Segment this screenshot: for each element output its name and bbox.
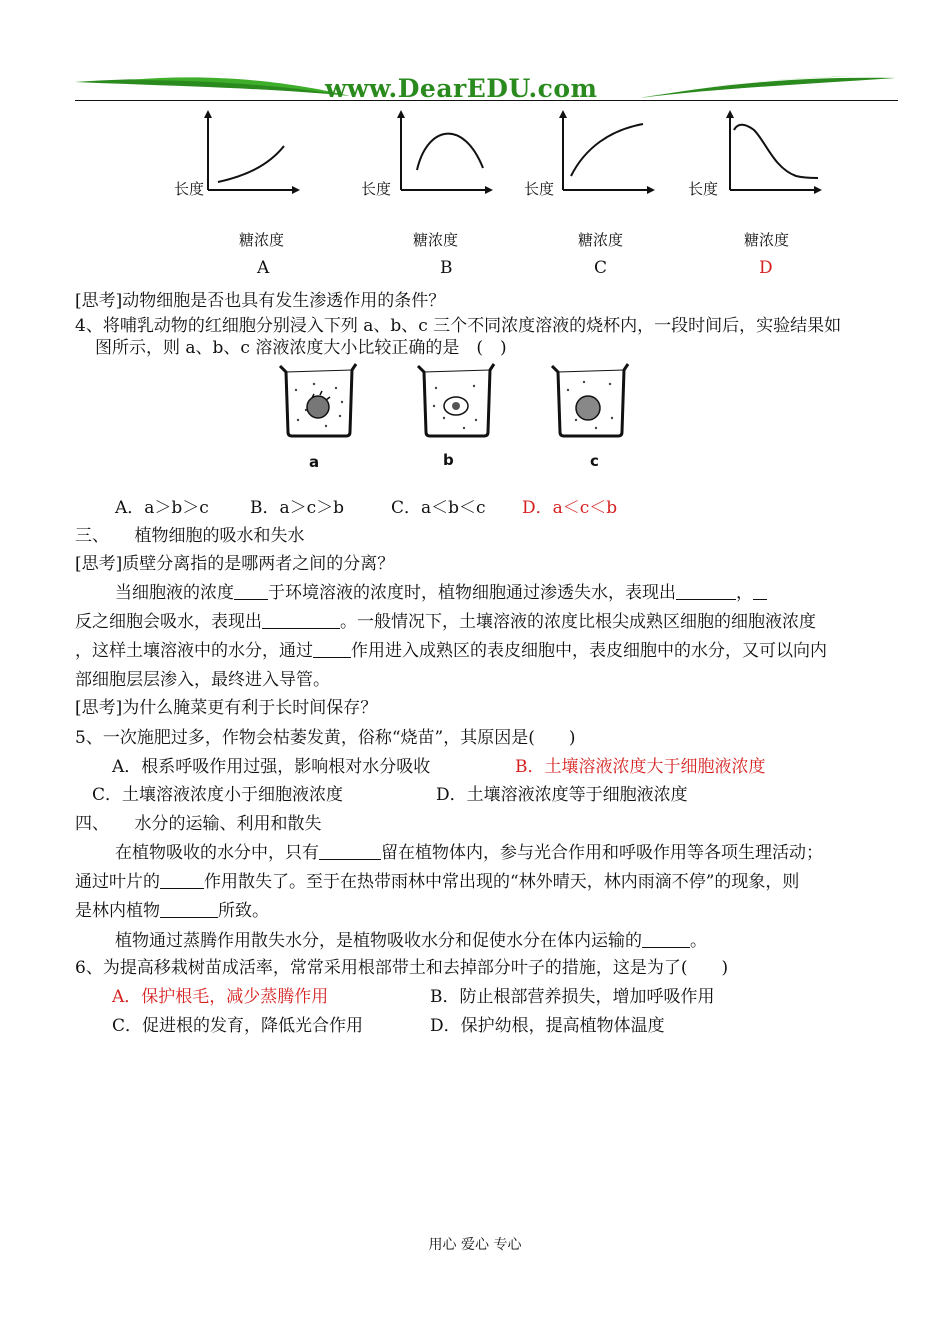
site-logo: www.DearEDU.com — [325, 74, 598, 103]
q6-option-d: D．保护幼根，提高植物体温度 — [430, 1016, 665, 1036]
blank-2b — [753, 583, 767, 600]
graph-a-x-label: 糖浓度 — [239, 231, 285, 249]
text: 所致。 — [218, 901, 269, 921]
text: 于环境溶液的浓度时，植物细胞通过渗透失水，表现出 — [268, 583, 676, 603]
graph-d-x-label: 糖浓度 — [744, 231, 790, 249]
graph-b-y-label: 长度 — [361, 180, 392, 198]
graph-b — [393, 108, 503, 198]
blank-2 — [676, 583, 736, 600]
graph-option-c: C — [594, 258, 608, 278]
blank-6 — [160, 872, 204, 889]
blank-5 — [319, 843, 381, 860]
graph-option-a: A — [257, 258, 270, 278]
section4-para-line1 — [115, 838, 823, 863]
blank-4 — [313, 641, 351, 658]
q5-stem: 5、一次施肥过多，作物会枯萎发黄，俗称“烧苗”，其原因是( ) — [75, 728, 576, 748]
page-footer: 用心 爱心 专心 — [428, 1237, 522, 1253]
beaker-a-label: a — [309, 453, 320, 471]
section3-title: 三、 植物细胞的吸水和失水 — [75, 526, 305, 546]
section4-title: 四、 水分的运输、利用和散失 — [75, 814, 322, 834]
q6-option-b: B．防止根部营养损失，增加呼吸作用 — [430, 987, 715, 1007]
graph-c — [555, 108, 665, 198]
section3-think2: [思考]为什么腌菜更有利于长时间保存？ — [75, 698, 378, 718]
q6-option-a: A．保护根毛，减少蒸腾作用 — [112, 987, 329, 1007]
section4-para-line2 — [75, 867, 799, 892]
graph-option-b: B — [440, 258, 453, 278]
q5-option-b: B．土壤溶液浓度大于细胞液浓度 — [515, 757, 766, 777]
q6-option-c: C．促进根的发育，降低光合作用 — [112, 1016, 364, 1036]
beaker-c-label: c — [590, 452, 599, 470]
section3-para-line2 — [75, 607, 816, 632]
blank-3 — [262, 612, 340, 629]
text: 通过叶片的 — [75, 872, 160, 892]
right-swoosh — [640, 78, 895, 98]
beaker-a — [276, 360, 360, 440]
q5-option-d: D．土壤溶液浓度等于细胞液浓度 — [436, 785, 688, 805]
q6-stem: 6、为提高移栽树苗成活率，常常采用根部带土和去掉部分叶子的措施，这是为了( ) — [75, 958, 729, 978]
graph-c-y-label: 长度 — [524, 180, 555, 198]
section3-para-line4: 部细胞层层渗入，最终进入导管。 — [75, 670, 330, 690]
beaker-c — [548, 360, 632, 440]
q4-option-a: A．a＞b＞c — [115, 498, 209, 518]
graph-d — [722, 108, 832, 198]
beaker-b-label: b — [443, 451, 454, 469]
text: 。一般情况下，土壤溶液的浓度比根尖成熟区细胞的细胞液浓度 — [340, 612, 816, 632]
blank-8 — [642, 931, 690, 948]
think-animal-cell: [思考]动物细胞是否也具有发生渗透作用的条件？ — [75, 291, 446, 311]
q5-option-c: C．土壤溶液浓度小于细胞液浓度 — [92, 785, 344, 805]
blank-7 — [160, 901, 218, 918]
q4-stem-line2: 图所示，则 a、b、c 溶液浓度大小比较正确的是 ( ) — [95, 338, 507, 358]
graph-c-x-label: 糖浓度 — [578, 231, 624, 249]
q4-option-b: B．a＞c＞b — [250, 498, 345, 518]
graph-option-d: D — [759, 258, 773, 278]
graph-a-y-label: 长度 — [174, 180, 205, 198]
text: 作用散失了。至于在热带雨林中常出现的“林外晴天，林内雨滴不停”的现象，则 — [204, 872, 800, 892]
text: 留在植物体内，参与光合作用和呼吸作用等各项生理活动； — [381, 843, 823, 863]
q4-option-c: C．a＜b＜c — [391, 498, 486, 518]
blank-1 — [234, 583, 268, 600]
text: 当细胞液的浓度 — [115, 583, 234, 603]
text: ， — [736, 583, 753, 603]
graph-a — [200, 108, 310, 198]
text: 。 — [690, 931, 707, 951]
graph-b-x-label: 糖浓度 — [413, 231, 459, 249]
header-rule — [75, 100, 898, 101]
beaker-b — [414, 360, 498, 440]
section4-para-line3 — [75, 896, 269, 921]
q4-option-d: D．a＜c＜b — [522, 498, 618, 518]
text: 在植物吸收的水分中，只有 — [115, 843, 319, 863]
section3-para-line3 — [75, 636, 827, 661]
text: 是林内植物 — [75, 901, 160, 921]
q5-option-a: A．根系呼吸作用过强，影响根对水分吸收 — [112, 757, 431, 777]
text: ，这样土壤溶液中的水分，通过 — [75, 641, 313, 661]
graph-d-y-label: 长度 — [688, 180, 719, 198]
text: 植物通过蒸腾作用散失水分，是植物吸收水分和促使水分在体内运输的 — [115, 931, 642, 951]
text: 作用进入成熟区的表皮细胞中，表皮细胞中的水分，又可以向内 — [351, 641, 827, 661]
text: 反之细胞会吸水，表现出 — [75, 612, 262, 632]
q4-stem-line1: 4、将哺乳动物的红细胞分别浸入下列 a、b、c 三个不同浓度溶液的烧杯内，一段时间后，实验结果如 — [75, 316, 842, 336]
section4-para-line4 — [115, 926, 707, 951]
section3-para-line1 — [115, 578, 767, 603]
section3-think: [思考]质壁分离指的是哪两者之间的分离？ — [75, 554, 395, 574]
